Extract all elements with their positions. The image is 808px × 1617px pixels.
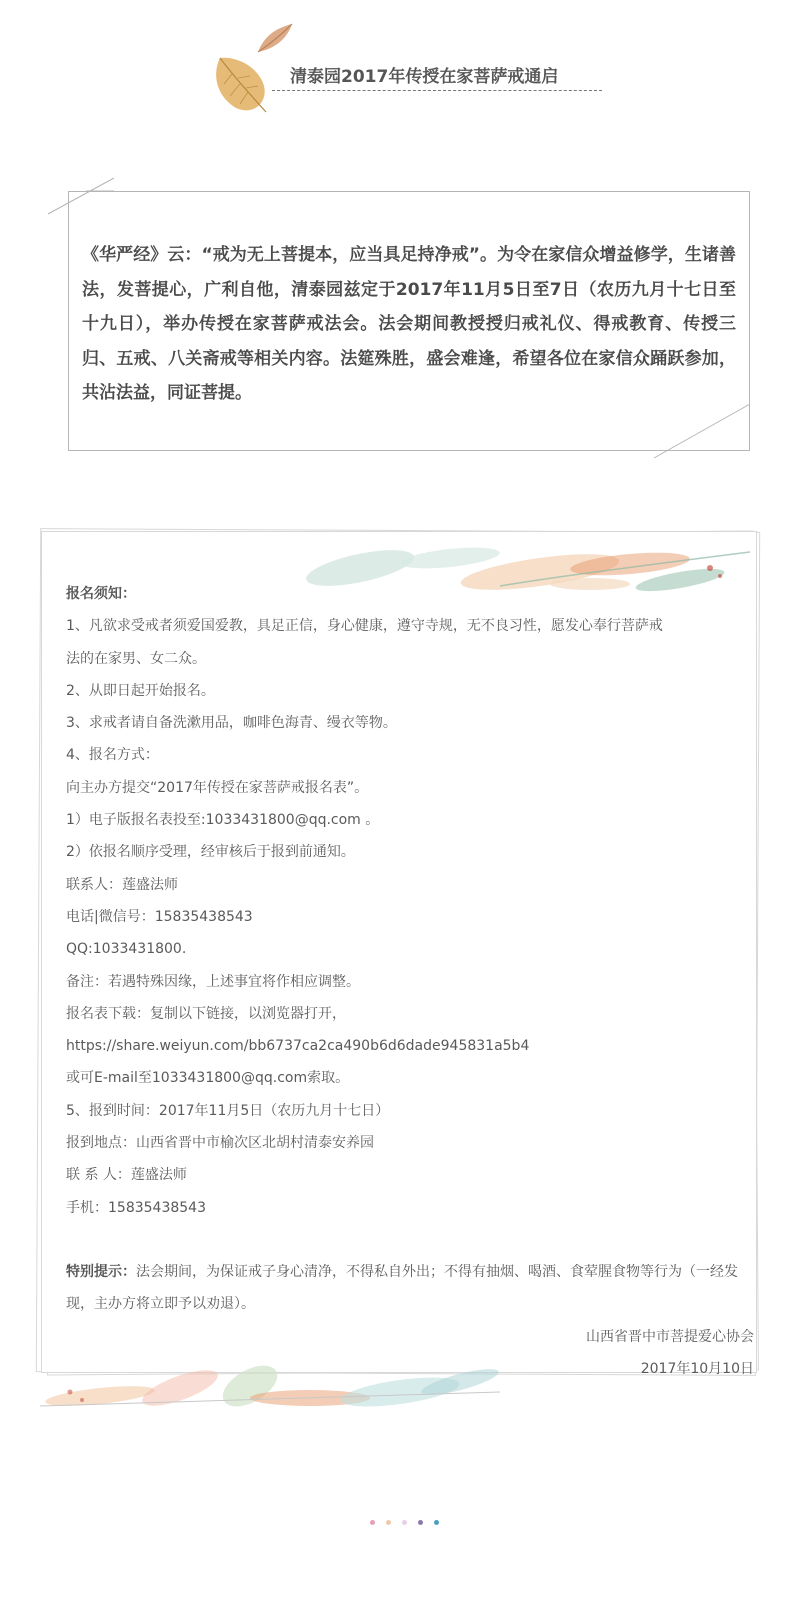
intro-text: 《华严经》云：“戒为无上菩提本，应当具足持净戒”。为令在家信众增益修学，生诸善法，发菩提心，广利自他，清泰园兹定于2017年11月5日至7日（农历九月十七日至十九日），举办传授在家菩萨戒法会。法会期间教授授归戒礼仪、得戒教育、传授三归、五戒、八关斋戒等相关内容。法筵殊胜，盛会难逢，希望各位在家信众踊跃参加，共沾法益，同证菩提。 <box>82 245 736 403</box>
notice-item: 1）电子版报名表投至:1033431800@qq.com 。 <box>66 812 380 829</box>
dot-icon <box>402 1520 407 1525</box>
notice-item: 联 系 人：莲盛法师 <box>66 1167 187 1184</box>
autumn-leaf-icon <box>210 50 272 116</box>
title-section <box>0 0 808 140</box>
notice-item: QQ:1033431800. <box>66 941 187 958</box>
corner-decoration-bottom-right <box>652 402 752 460</box>
special-notice-text: 法会期间，为保证戒子身心清净，不得私自外出；不得有抽烟、喝酒、食荤腥食物等行为（一经发现，主办方将立即予以劝退）。 <box>66 1263 738 1313</box>
notice-item: 电话|微信号：15835438543 <box>66 908 253 925</box>
dot-icon <box>370 1520 375 1525</box>
special-notice <box>66 1256 754 1321</box>
title-divider <box>272 90 602 91</box>
dot-icon <box>434 1520 439 1525</box>
download-link: https://share.weiyun.com/bb6737ca2ca490b6d6dade945831a5b4 <box>66 1038 530 1055</box>
notice-item: 2）依报名顺序受理，经审核后于报到前通知。 <box>66 844 355 861</box>
dot-icon <box>386 1520 391 1525</box>
notice-item: 3、求戒者请自备洗漱用品，咖啡色海青、缦衣等物。 <box>66 715 397 732</box>
notice-item: 4、报名方式： <box>66 747 159 764</box>
notice-item: 5、报到时间：2017年11月5日（农历九月十七日） <box>66 1102 390 1119</box>
notice-item: 或可E-mail至1033431800@qq.com索取。 <box>66 1070 350 1087</box>
notice-item: 1、凡欲求受戒者须爱国爱教，具足正信，身心健康，遵守寺规，无不良习性，愿发心奉行菩萨戒 <box>66 618 663 635</box>
page-title: 清泰园2017年传授在家菩萨戒通启 <box>290 67 559 87</box>
decorative-dots <box>370 1518 450 1530</box>
notice-item: 报名表下载：复制以下链接，以浏览器打开， <box>66 1005 346 1022</box>
notice-item: 手机：15835438543 <box>66 1199 206 1216</box>
notice-content <box>66 578 754 1385</box>
special-notice-label: 特别提示： <box>66 1263 136 1280</box>
notice-heading: 报名须知： <box>66 586 136 602</box>
issue-date: 2017年10月10日 <box>640 1360 754 1377</box>
watercolor-floral-icon <box>40 1362 500 1410</box>
notice-item: 法的在家男、女二众。 <box>66 650 206 667</box>
notice-item: 联系人：莲盛法师 <box>66 876 178 893</box>
notice-item: 备注：若遇特殊因缘，上述事宜将作相应调整。 <box>66 973 360 990</box>
spacer <box>66 1224 754 1256</box>
notice-item: 报到地点：山西省晋中市榆次区北胡村清泰安养园 <box>66 1135 374 1152</box>
notice-item: 向主办方提交“2017年传授在家菩萨戒报名表”。 <box>66 779 369 796</box>
dot-icon <box>418 1520 423 1525</box>
notice-item: 2、从即日起开始报名。 <box>66 682 215 699</box>
organization: 山西省晋中市菩提爱心协会 <box>586 1328 754 1345</box>
